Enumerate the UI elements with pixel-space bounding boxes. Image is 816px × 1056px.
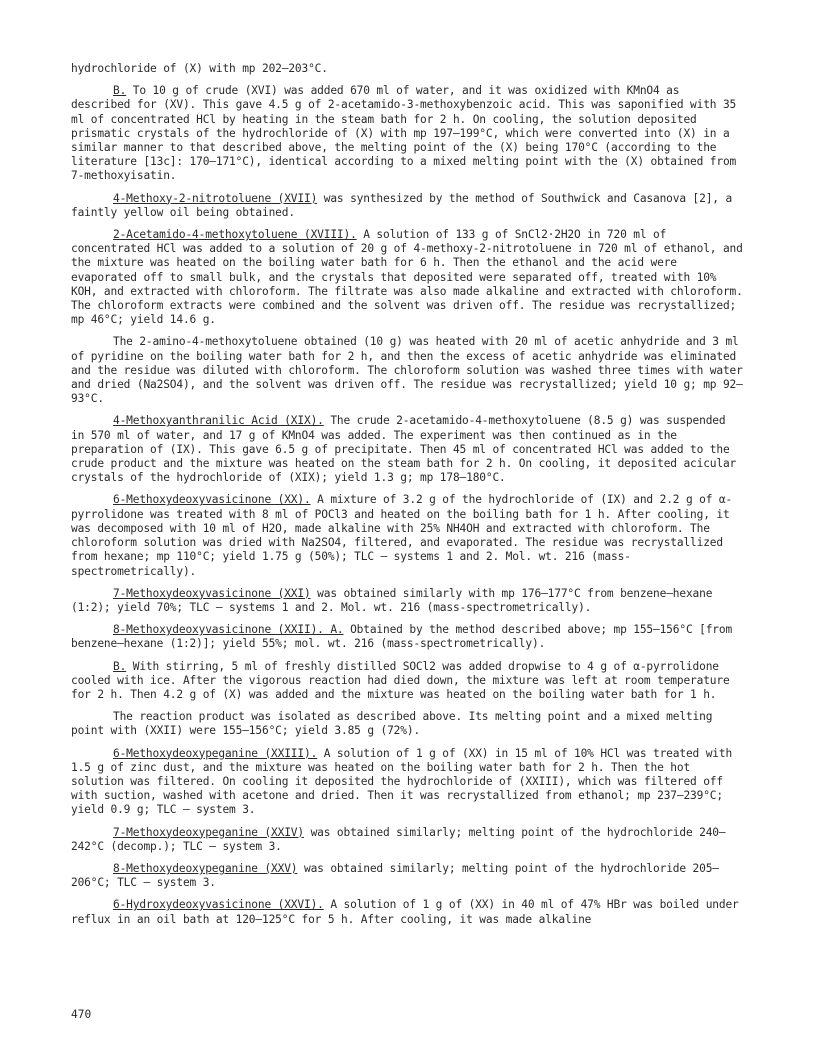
paragraph-1 [71,62,743,76]
paragraph-7-heading: 6-Methoxydeoxyvasicinone (XX). [113,493,311,507]
paragraph-12-text: A solution of 1 g of (XX) in 15 ml of 10% HCl was treated with 1.5 g of zinc dust, and the mixture was heated on the boiling water bath for 2 h. Then the hot solution was filtered. On cooling it deposited the hydrochloride of (XXIII), which was filtered off with suction, washed with acetone and dried. Then it was recrystallized from ethanol; mp 237–239°C; yield 0.9 g; TLC — system 3. [71,746,733,817]
paragraph-12-heading: 6-Methoxydeoxypeganine (XXIII). [113,746,318,760]
paragraph-7-text: A mixture of 3.2 g of the hydrochloride of (IX) and 2.2 g of α-pyrrolidone was treated with 8 ml of POCl3 and heated on the boiling bath for 1 h. After cooling, it was decomposed with 10 ml of H2O, made alkaline with 25% NH4OH and extracted with chloroform. The chloroform solution was dried with Na2SO4, filtered, and evaporated. The residue was recrystallized from hexane; mp 110°C; yield 1.75 g (50%); TLC — systems 1 and 2. Mol. wt. 216 (mass-spectrometrically). [71,493,733,578]
paragraph-6-text: The crude 2-acetamido-4-methoxytoluene (8.5 g) was suspended in 570 ml of water, and 17 g of KMnO4 was added. The experiment was then continued as in the preparation of (IX). This gave 6.5 g of precipitate. Then 45 ml of concentrated HCl was added to the crude product and the mixture was heated on the steam bath for 2 h. On cooling, it deposited acicular crystals of the hydrochloride of (XIX); yield 1.3 g; mp 178–180°C. [71,414,737,485]
paragraph-3-heading: 4-Methoxy-2-nitrotoluene (XVII) [113,191,318,205]
paragraph-9-heading: 8-Methoxydeoxyvasicinone (XXII). A. [113,623,344,637]
paragraph-3-text: was synthesized by the method of Southwick and Casanova [2], a faintly yellow oil being obtained. [71,191,733,219]
paragraph-13 [71,826,743,854]
paragraph-1-text: hydrochloride of (X) with mp 202–203°C. [71,62,328,75]
paragraph-9-text: Obtained by the method described above; mp 155–156°C [from benzene–hexane (1:2)]; yield 55%; mol. wt. 216 (mass-spectrometrically). [71,623,733,651]
paragraph-3 [71,192,743,220]
paragraph-7 [71,493,743,578]
paragraph-5-text: The 2-amino-4-methoxytoluene obtained (10 g) was heated with 20 ml of acetic anhydride and 3 ml of pyridine on the boiling water bath for 2 h, and then the excess of acetic anhydride was eliminated and the residue was diluted with chloroform. The chloroform solution was washed three times with water and dried (Na2SO4), and the solvent was driven off. The residue was recrystallized; yield 10 g; mp 92–93°C. [71,335,743,406]
paragraph-12 [71,747,743,818]
paragraph-13-heading: 7-Methoxydeoxypeganine (XXIV) [113,825,304,839]
paragraph-4-text: A solution of 133 g of SnCl2·2H2O in 720 ml of concentrated HCl was added to a solution of 20 g of 4-methoxy-2-nitrotoluene in 720 ml of ethanol, and the mixture was heated on the boiling water bath for 6 h. Then the ethanol and the acid were evaporated off to small bulk, and the crystals that deposited were separated off, treated with 10% KOH, and extracted with chloroform. The filtrate was also made alkaline and extracted with chloroform. The chloroform extracts were combined and the solvent was driven off. The residue was recrystallized; mp 46°C; yield 14.6 g. [71,228,743,327]
paragraph-14 [71,862,743,890]
paragraph-6-heading: 4-Methoxyanthranilic Acid (XIX). [113,414,324,428]
paragraph-14-heading: 8-Methoxydeoxypeganine (XXV) [113,861,298,875]
paragraph-2-heading: B. [113,84,127,98]
paragraph-10 [71,660,743,703]
paragraph-8 [71,587,743,615]
paragraph-10-heading: B. [113,659,127,673]
paragraph-8-text: was obtained similarly with mp 176–177°C from benzene–hexane (1:2); yield 70%; TLC — systems 1 and 2. Mol. wt. 216 (mass-spectrometrically). [71,586,713,614]
paragraph-2-text: To 10 g of crude (XVI) was added 670 ml of water, and it was oxidized with KMnO4 as described for (XV). This gave 4.5 g of 2-acetamido-3-methoxybenzoic acid. This was saponified with 35 ml of concentrated HCl by heating in the steam bath for 2 h. On cooling, the solution deposited prismatic crystals of the hydrochloride of (X) with mp 197–199°C, which were converted into (X) in a similar manner to that described above, the melting point of the (X) being 170°C (according to the literature [13c]: 170–171°C), identical according to a mixed melting point with the (X) obtained from 7-methoxyisatin. [71,84,737,183]
paragraph-5 [71,335,743,406]
page-number: 470 [71,1008,92,1021]
paragraph-10-text: With stirring, 5 ml of freshly distilled SOCl2 was added dropwise to 4 g of α-pyrrolidone cooled with ice. After the vigorous reaction had died down, the mixture was left at room temperature for 2 h. Then 4.2 g of (X) was added and the mixture was heated on the boiling water bath for 1 h. [71,659,730,701]
paragraph-9 [71,623,743,651]
paragraph-14-text: was obtained similarly; melting point of the hydrochloride 205–206°C; TLC — system 3. [71,861,719,890]
paragraph-6 [71,414,743,485]
paragraph-4-heading: 2-Acetamido-4-methoxytoluene (XVIII). [113,228,357,242]
paragraph-8-heading: 7-Methoxydeoxyvasicinone (XXI) [113,586,311,600]
paragraph-15 [71,898,743,926]
paragraph-2 [71,84,743,183]
paragraph-13-text: was obtained similarly; melting point of the hydrochloride 240–242°C (decomp.); TLC — system 3. [71,825,726,853]
paragraph-4 [71,228,743,327]
paragraph-15-text: A solution of 1 g of (XX) in 40 ml of 47% HBr was boiled under reflux in an oil bath at 120–125°C for 5 h. After cooling, it was made alkaline [71,898,739,926]
page-body [71,62,743,935]
paragraph-11-text: The reaction product was isolated as described above. Its melting point and a mixed melting point with (XXII) were 155–156°C; yield 3.85 g (72%). [71,710,713,738]
paragraph-11 [71,710,743,738]
paragraph-15-heading: 6-Hydroxydeoxyvasicinone (XXVI). [113,898,324,912]
